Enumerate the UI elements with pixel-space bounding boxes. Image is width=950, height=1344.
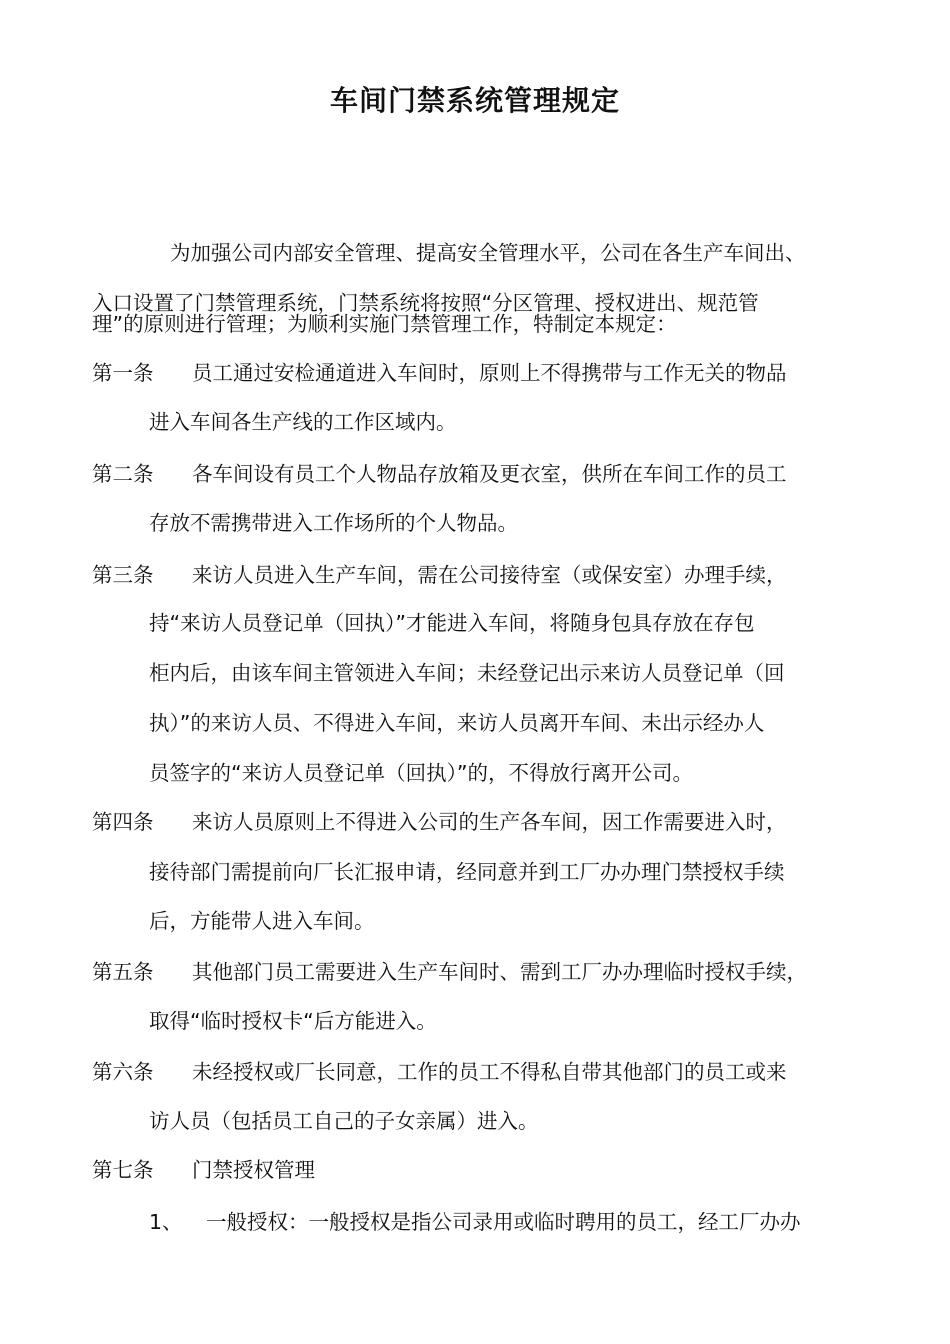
article-3-line-3: 柜内后，由该车间主管领进入车间；未经登记出示来访人员登记单（回 — [149, 661, 785, 685]
article-5-line-1: 其他部门员工需要进入生产车间时、需到工厂办办理临时授权手续， — [192, 960, 807, 984]
article-4-label: 第四条 — [92, 810, 154, 834]
article-2-line-1: 各车间设有员工个人物品存放箱及更衣室，供所在车间工作的员工 — [192, 462, 787, 486]
article-3-line-4: 执）”的来访人员、不得进入车间，来访人员离开车间、未出示经办人 — [149, 711, 765, 735]
article-1-line-2: 进入车间各生产线的工作区域内。 — [149, 410, 457, 434]
article-3-line-5: 员签字的“来访人员登记单（回执）”的，不得放行离开公司。 — [149, 761, 693, 785]
article-6-line-2: 访人员（包括员工自己的子女亲属）进入。 — [149, 1109, 539, 1133]
article-5-line-2: 取得“临时授权卡“后方能进入。 — [149, 1009, 437, 1033]
article-5-label: 第五条 — [92, 960, 154, 984]
intro-line-2: 入口设置了门禁管理系统，门禁系统将按照“分区管理、授权进出、规范管 — [92, 291, 759, 315]
article-4-line-3: 后，方能带人进入车间。 — [149, 909, 375, 933]
article-7-line-1: 门禁授权管理 — [192, 1158, 315, 1182]
sub-item-number: 1、 — [149, 1210, 183, 1234]
article-4-line-2: 接待部门需提前向厂长汇报申请，经同意并到工厂办办理门禁授权手续 — [149, 860, 785, 884]
article-3-line-1: 来访人员进入生产车间，需在公司接待室（或保安室）办理手续， — [192, 563, 787, 587]
article-6-label: 第六条 — [92, 1060, 154, 1084]
article-3-label: 第三条 — [92, 563, 154, 587]
document-title: 车间门禁系统管理规定 — [329, 84, 620, 117]
article-4-line-1: 来访人员原则上不得进入公司的生产各车间，因工作需要进入时， — [192, 810, 787, 834]
article-7-label: 第七条 — [92, 1158, 154, 1182]
article-3-line-2: 持“来访人员登记单（回执）”才能进入车间，将随身包具存放在存包 — [149, 611, 755, 635]
sub-item-text: 一般授权：一般授权是指公司录用或临时聘用的员工，经工厂办办 — [206, 1210, 801, 1234]
article-2-label: 第二条 — [92, 462, 154, 486]
article-6-line-1: 未经授权或厂长同意，工作的员工不得私自带其他部门的员工或来 — [192, 1060, 787, 1084]
intro-line-3: 理”的原则进行管理；为顺利实施门禁管理工作，特制定本规定： — [92, 312, 677, 336]
intro-line-1: 为加强公司内部安全管理、提高安全管理水平，公司在各生产车间出、 — [170, 241, 806, 265]
article-1-label: 第一条 — [92, 361, 154, 385]
article-1-line-1: 员工通过安检通道进入车间时，原则上不得携带与工作无关的物品 — [192, 361, 787, 385]
article-2-line-2: 存放不需携带进入工作场所的个人物品。 — [149, 511, 518, 535]
